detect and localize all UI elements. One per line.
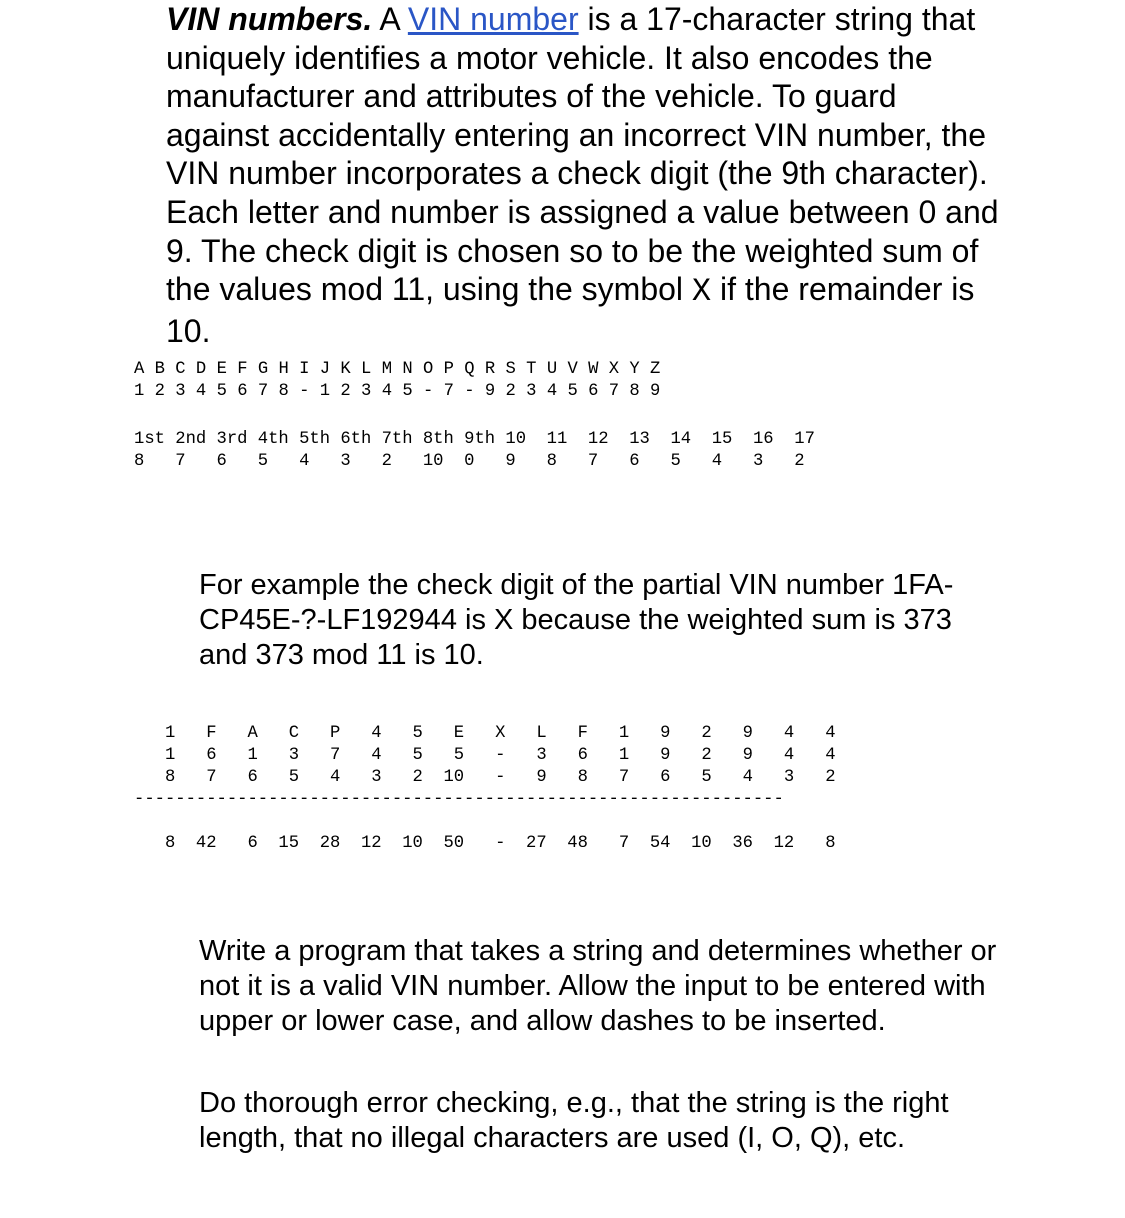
weights-row (134, 452, 836, 471)
letter-cell: A (134, 360, 155, 379)
chars-row (134, 724, 836, 743)
letter-cell: I (299, 360, 320, 379)
value-cell: 4 (794, 746, 836, 765)
position-cell: 17 (794, 430, 836, 449)
computation-weight-cell: 5 (670, 768, 712, 787)
letter-cell: C (175, 360, 196, 379)
value-cell: 6 (175, 746, 217, 765)
position-cell: 11 (546, 430, 588, 449)
product-cell: 8 (794, 834, 836, 853)
value-cell: 9 (629, 746, 671, 765)
positions-row (134, 430, 836, 449)
weight-cell: 2 (794, 452, 836, 471)
position-cell: 3rd (216, 430, 258, 449)
letter-cell: U (546, 360, 568, 379)
position-cell: 12 (587, 430, 630, 449)
letter-value-cell: 6 (588, 382, 609, 401)
position-cell: 6th (340, 430, 382, 449)
letter-cell: Y (629, 360, 651, 379)
char-cell: 1 (134, 724, 176, 743)
product-cell: 36 (711, 834, 753, 853)
intro-text-b: if the remainder is 10. (166, 271, 975, 349)
value-cell: 1 (216, 746, 258, 765)
letter-value-cell: 7 (443, 382, 465, 401)
divider-row: --------------------------------------------------------------- (134, 790, 784, 809)
product-cell: - (464, 834, 506, 853)
letter-value-cell: 3 (175, 382, 196, 401)
computation-weight-cell: 9 (505, 768, 547, 787)
letter-cell: T (526, 360, 547, 379)
letter-value-cell: 2 (505, 382, 527, 401)
task-paragraph: Write a program that takes a string and determines whether or not it is a valid VIN number. Allow the input to be entered with upper or lower case, and allow dashes to be inserted. (199, 935, 997, 1037)
value-cell: 3 (505, 746, 547, 765)
product-cell: 12 (340, 834, 382, 853)
letter-value-cell: 4 (546, 382, 568, 401)
weight-cell: 0 (464, 452, 506, 471)
computation-weight-cell: 7 (175, 768, 217, 787)
char-cell: A (216, 724, 258, 743)
product-cell: 48 (546, 834, 588, 853)
letter-value-cell: 2 (340, 382, 362, 401)
value-cell: 1 (587, 746, 630, 765)
value-cell: 9 (711, 746, 753, 765)
weight-cell: 8 (134, 452, 176, 471)
product-cell: 10 (381, 834, 423, 853)
weight-cell: 4 (299, 452, 341, 471)
char-cell: E (422, 724, 465, 743)
position-cell: 10 (505, 430, 547, 449)
weight-cell: 6 (629, 452, 671, 471)
example-paragraph: For example the check digit of the partial VIN number 1FA-CP45E-?-LF192944 is X because the weighted sum is 373 and 373 mod 11 is 10. (199, 569, 954, 671)
letter-cell: P (443, 360, 465, 379)
weight-cell: 7 (587, 452, 630, 471)
position-cell: 5th (299, 430, 341, 449)
letter-cell: R (484, 360, 506, 379)
letter-cell: W (588, 360, 609, 379)
letter-value-cell: 3 (526, 382, 547, 401)
computation-weight-cell: 8 (546, 768, 588, 787)
char-cell: 1 (587, 724, 630, 743)
weight-cell: 2 (381, 452, 423, 471)
computation-weight-cell: 6 (629, 768, 671, 787)
computation-weight-cell: 10 (422, 768, 465, 787)
product-cell: 6 (216, 834, 258, 853)
letter-value-cell: 8 (278, 382, 300, 401)
letter-cell: M (381, 360, 403, 379)
char-cell: P (299, 724, 341, 743)
product-cell: 50 (422, 834, 465, 853)
letter-value-cell: 9 (484, 382, 506, 401)
weight-cell: 9 (505, 452, 547, 471)
weight-cell: 4 (711, 452, 753, 471)
product-cell: 15 (257, 834, 300, 853)
intro-text-a: is a 17-character string that uniquely identifies a motor vehicle. It also encodes the manufacturer and attributes of the vehicle. To guard against accidentally entering an incorrect VIN number, the VIN number incorporates a check digit (the 9th character). Each letter and number is assigned a value between 0 and 9. The check digit is chosen so to be the weighted sum of the values mod 11, using the symbol (166, 1, 999, 308)
char-cell: 4 (794, 724, 836, 743)
letter-cell: H (278, 360, 300, 379)
letter-value-cell: 3 (361, 382, 382, 401)
char-cell: C (257, 724, 300, 743)
weight-cell: 6 (216, 452, 258, 471)
position-cell: 13 (629, 430, 671, 449)
position-cell: 4th (257, 430, 300, 449)
letter-value-cell: 8 (629, 382, 651, 401)
value-cell: 6 (546, 746, 588, 765)
letter-value-cell: 5 (567, 382, 589, 401)
weight-cell: 5 (257, 452, 300, 471)
computation-weight-cell: 2 (381, 768, 423, 787)
position-cell: 7th (381, 430, 423, 449)
value-cell: 2 (670, 746, 712, 765)
vin-number-link[interactable]: VIN number (407, 1, 579, 37)
letter-cell: Q (464, 360, 485, 379)
product-cell: 12 (752, 834, 795, 853)
computation-weight-cell: 4 (711, 768, 753, 787)
position-cell: 14 (670, 430, 712, 449)
letter-value-table (134, 359, 671, 403)
position-cell: 9th (464, 430, 506, 449)
letter-value-cell: - (299, 382, 320, 401)
letter-value-cell: 7 (608, 382, 630, 401)
letter-cell: O (422, 360, 444, 379)
computation-weight-cell: 8 (134, 768, 176, 787)
letter-cell: D (195, 360, 217, 379)
letter-value-cell: 5 (216, 382, 238, 401)
letter-value-cell: 1 (319, 382, 341, 401)
letter-cell: G (257, 360, 279, 379)
letter-value-cell: 6 (237, 382, 258, 401)
product-cell: 8 (134, 834, 176, 853)
weight-cell: 10 (422, 452, 465, 471)
char-cell: X (464, 724, 506, 743)
computation-weight-cell: 6 (216, 768, 258, 787)
computation-weights-row (134, 768, 836, 787)
char-cell: 4 (340, 724, 382, 743)
value-cell: 1 (134, 746, 176, 765)
weight-cell: 3 (340, 452, 382, 471)
char-cell: F (175, 724, 217, 743)
letter-value-cell: 1 (134, 382, 155, 401)
example-computation-table (134, 723, 836, 855)
letter-value-cell: - (422, 382, 444, 401)
letter-cell: L (361, 360, 382, 379)
char-cell: F (546, 724, 588, 743)
char-cell: 4 (752, 724, 795, 743)
product-cell: 27 (505, 834, 547, 853)
letters-row (134, 360, 671, 379)
position-cell: 8th (422, 430, 465, 449)
char-cell: 9 (711, 724, 753, 743)
weight-cell: 8 (546, 452, 588, 471)
values-row (134, 746, 836, 765)
char-cell: 2 (670, 724, 712, 743)
error-checking-paragraph: Do thorough error checking, e.g., that the string is the right length, that no illegal characters are used (I, O, Q), etc. (199, 1087, 949, 1154)
products-row (134, 834, 836, 853)
position-cell: 16 (752, 430, 795, 449)
intro-paragraph (166, 0, 1006, 350)
value-cell: 3 (257, 746, 300, 765)
value-cell: 4 (340, 746, 382, 765)
computation-weight-cell: - (464, 768, 506, 787)
computation-weight-cell: 3 (340, 768, 382, 787)
letter-value-cell: - (464, 382, 485, 401)
letter-cell: E (216, 360, 238, 379)
computation-weight-cell: 2 (794, 768, 836, 787)
letter-cell: J (319, 360, 341, 379)
position-weight-table (134, 429, 836, 473)
letter-cell: B (154, 360, 176, 379)
value-cell: 7 (299, 746, 341, 765)
letter-cell: V (567, 360, 589, 379)
intro-symbol: X (691, 273, 712, 311)
position-cell: 15 (711, 430, 753, 449)
computation-weight-cell: 7 (587, 768, 630, 787)
char-cell: L (505, 724, 547, 743)
letter-cell: Z (650, 360, 671, 379)
letter-value-cell: 7 (257, 382, 279, 401)
weight-cell: 3 (752, 452, 795, 471)
computation-weight-cell: 3 (752, 768, 795, 787)
value-cell: 5 (422, 746, 465, 765)
letter-value-cell: 2 (154, 382, 176, 401)
position-cell: 2nd (175, 430, 217, 449)
product-cell: 7 (587, 834, 630, 853)
letter-cell: X (608, 360, 630, 379)
intro-pre-link: A (372, 1, 408, 37)
letter-cell: K (340, 360, 362, 379)
letter-cell: N (402, 360, 423, 379)
char-cell: 5 (381, 724, 423, 743)
letter-value-cell: 4 (195, 382, 217, 401)
letter-cell: F (237, 360, 258, 379)
intro-lead: VIN numbers. (166, 1, 373, 37)
letter-value-cell: 4 (381, 382, 403, 401)
letter-value-cell: 9 (650, 382, 671, 401)
letter-value-cell: 5 (402, 382, 423, 401)
letter-cell: S (505, 360, 527, 379)
product-cell: 54 (629, 834, 671, 853)
char-cell: 9 (629, 724, 671, 743)
weight-cell: 5 (670, 452, 712, 471)
weight-cell: 7 (175, 452, 217, 471)
computation-weight-cell: 5 (257, 768, 300, 787)
product-cell: 28 (299, 834, 341, 853)
position-cell: 1st (134, 430, 176, 449)
product-cell: 10 (670, 834, 712, 853)
letter-values-row (134, 382, 671, 401)
value-cell: - (464, 746, 506, 765)
product-cell: 42 (175, 834, 217, 853)
value-cell: 4 (752, 746, 795, 765)
computation-weight-cell: 4 (299, 768, 341, 787)
value-cell: 5 (381, 746, 423, 765)
